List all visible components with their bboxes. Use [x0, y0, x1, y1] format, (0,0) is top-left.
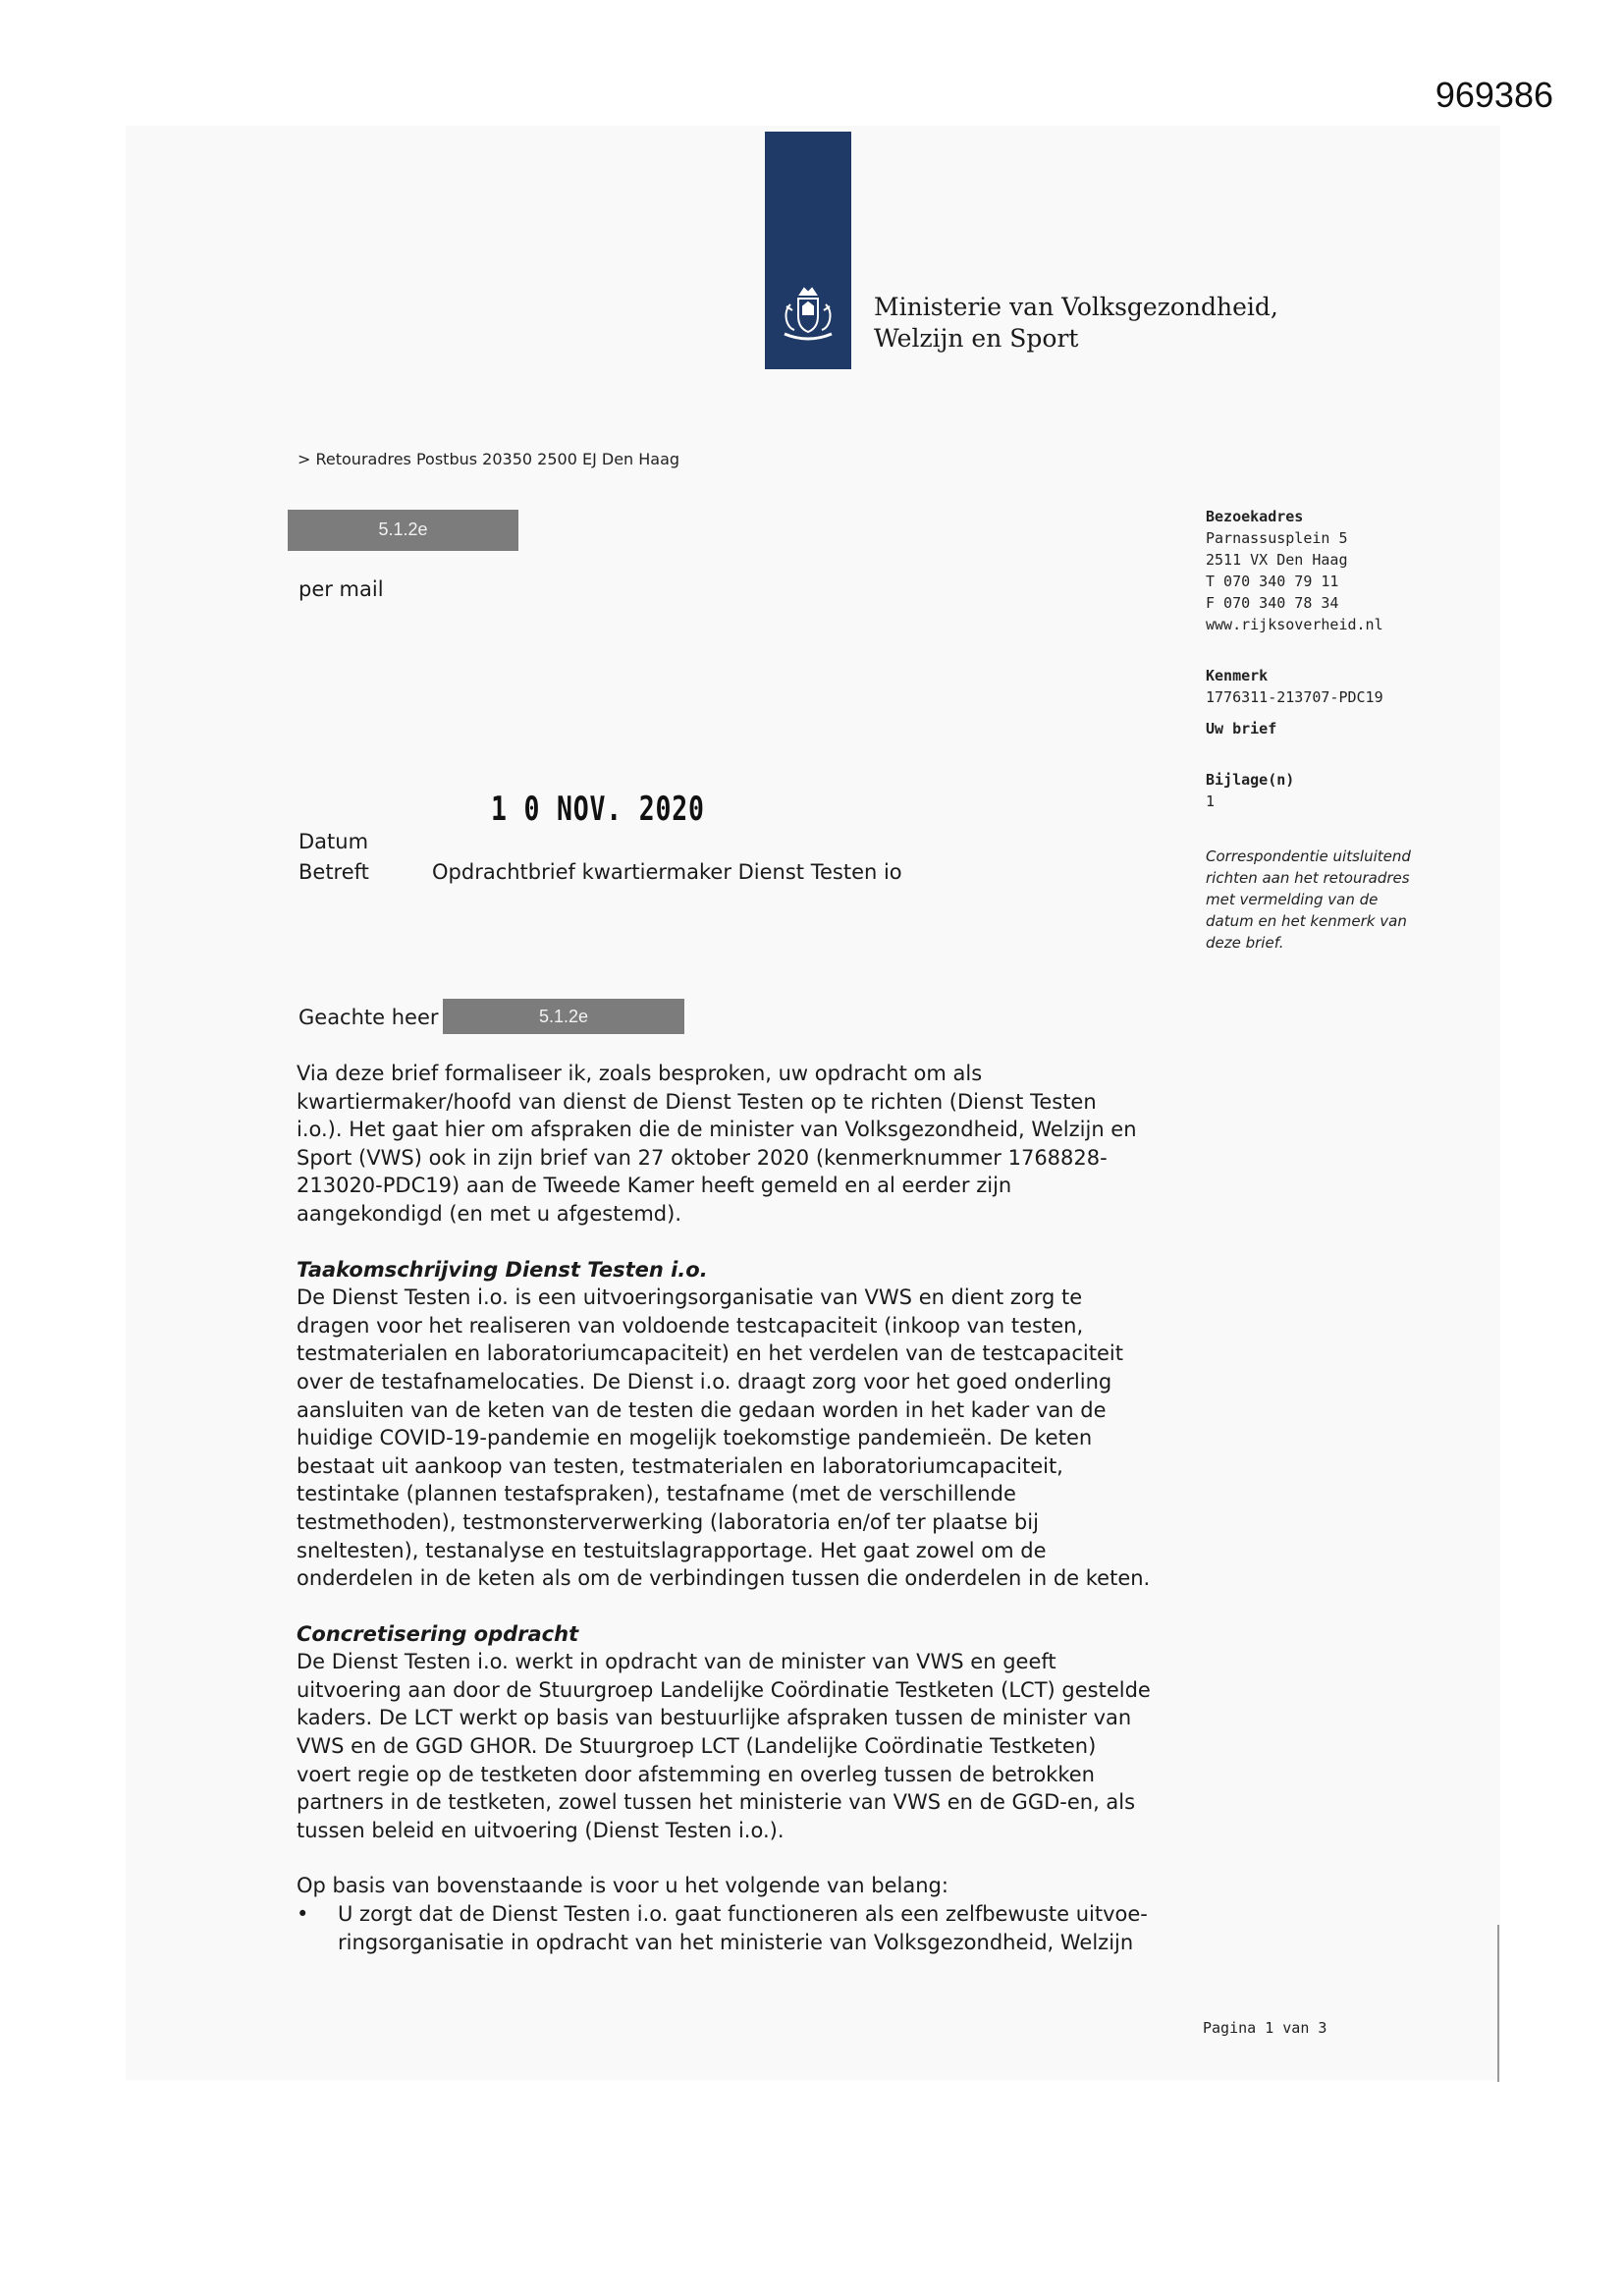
section-heading-task: Taakomschrijving Dienst Testen i.o.: [297, 1257, 708, 1282]
website-line: www.rijksoverheid.nl: [1206, 616, 1383, 633]
phone-line: T 070 340 79 11: [1206, 573, 1339, 590]
betreft-label: Betreft: [298, 860, 369, 884]
date-stamp: 1 0 NOV. 2020: [491, 790, 705, 829]
note-line: richten aan het retouradres: [1206, 869, 1410, 887]
ministry-logo: [765, 132, 851, 369]
letter-body: [297, 1060, 1180, 1956]
ministry-name-line2: Welzijn en Sport: [874, 324, 1079, 353]
note-line: deze brief.: [1206, 934, 1284, 952]
intro-paragraph: Via deze brief formaliseer ik, zoals besproken, uw opdracht om als kwartiermaker/hoofd van dienst de Dienst Testen op te richten (Dienst Testen i.o.). Het gaat hier om afspraken die de minister van Volksgezondheid, Welzijn en Sport (VWS) ook in zijn brief van 27 oktober 2020 (kenmerknummer 1768828- 213020-PDC19) aan de Tweede Kamer heeft gemeld en al eerder zijn aangekondigd (en met u afgestemd).: [297, 1062, 1137, 1226]
salutation: Geachte heer: [298, 1006, 439, 1029]
return-address: > Retouradres Postbus 20350 2500 EJ Den Haag: [298, 450, 680, 468]
kenmerk-label: Kenmerk: [1206, 667, 1269, 684]
royal-crest-icon: [771, 281, 845, 355]
list-item-text: U zorgt dat de Dienst Testen i.o. gaat functioneren als een zelfbewuste uitvoe- ringsorganisatie in opdracht van het ministerie van Volksgezondheid, Welzijn: [338, 1902, 1148, 1954]
ministry-name: [874, 292, 1278, 355]
visit-address-line: 2511 VX Den Haag: [1206, 551, 1348, 569]
correspondence-note: [1206, 846, 1432, 954]
visit-address-label: Bezoekadres: [1206, 508, 1304, 525]
bijlage-label: Bijlage(n): [1206, 771, 1295, 789]
scan-edge-line: [1497, 1925, 1499, 2082]
delivery-method: per mail: [298, 577, 384, 601]
visit-address-line: Parnassusplein 5: [1206, 529, 1348, 547]
bijlage-value: 1: [1206, 793, 1216, 810]
note-line: datum en het kenmerk van: [1206, 912, 1407, 930]
bullet-icon: •: [297, 1902, 309, 1927]
fax-line: F 070 340 78 34: [1206, 594, 1339, 612]
uw-brief-label: Uw brief: [1206, 720, 1277, 738]
section-heading-assignment: Concretisering opdracht: [297, 1621, 579, 1646]
redacted-salutation-name: 5.1.2e: [443, 999, 684, 1034]
ministry-name-line1: Ministerie van Volksgezondheid,: [874, 293, 1278, 321]
note-line: met vermelding van de: [1206, 891, 1379, 908]
lead-in-paragraph: Op basis van bovenstaande is voor u het volgende van belang:: [297, 1874, 948, 1898]
document-number: 969386: [1435, 75, 1553, 115]
kenmerk-value: 1776311-213707-PDC19: [1206, 688, 1383, 706]
page-number: Pagina 1 van 3: [1203, 2019, 1327, 2037]
task-paragraph: De Dienst Testen i.o. is een uitvoeringsorganisatie van VWS en dient zorg te dragen voor het realiseren van voldoende testcapaciteit (inkoop van testen, testmaterialen en laboratoriumcapaciteit) en het verdelen van de testcapaciteit over de testafnamelocaties. De Dienst i.o. draagt zorg voor het goed onderling aansluiten van de keten van de testen die gedaan worden in het kader van de huidige COVID-19-pandemie en mogelijk toekomstige pandemieën. De keten bestaat uit aankoop van testen, testmaterialen en laboratoriumcapaciteit, testintake (plannen testafspraken), testafname (met de verschillende testmethoden), testmonsterverwerking (laboratoria en/of ter plaatse bij sneltesten), testanalyse en testuitslagrapportage. Het gaat zowel om de onderdelen in de keten als om de verbindingen tussen die onderdelen in de keten.: [297, 1285, 1151, 1591]
subject-line: Opdrachtbrief kwartiermaker Dienst Testen io: [432, 860, 902, 884]
datum-label: Datum: [298, 830, 369, 853]
redacted-recipient: 5.1.2e: [288, 510, 518, 551]
assignment-paragraph: De Dienst Testen i.o. werkt in opdracht van de minister van VWS en geeft uitvoering aan door de Stuurgroep Landelijke Coördinatie Testketen (LCT) gestelde kaders. De LCT werkt op basis van bestuurlijke afspraken tussen de minister van VWS en de GGD GHOR. De Stuurgroep LCT (Landelijke Coördinatie Testketen) voert regie op de testketen door afstemming en overleg tussen de betrokken partners in de testketen, zowel tussen het ministerie van VWS en de GGD-en, als tussen beleid en uitvoering (Dienst Testen i.o.).: [297, 1650, 1151, 1842]
list-item: [297, 1900, 1180, 1956]
note-line: Correspondentie uitsluitend: [1206, 847, 1411, 865]
sidebar-info: [1206, 506, 1432, 954]
